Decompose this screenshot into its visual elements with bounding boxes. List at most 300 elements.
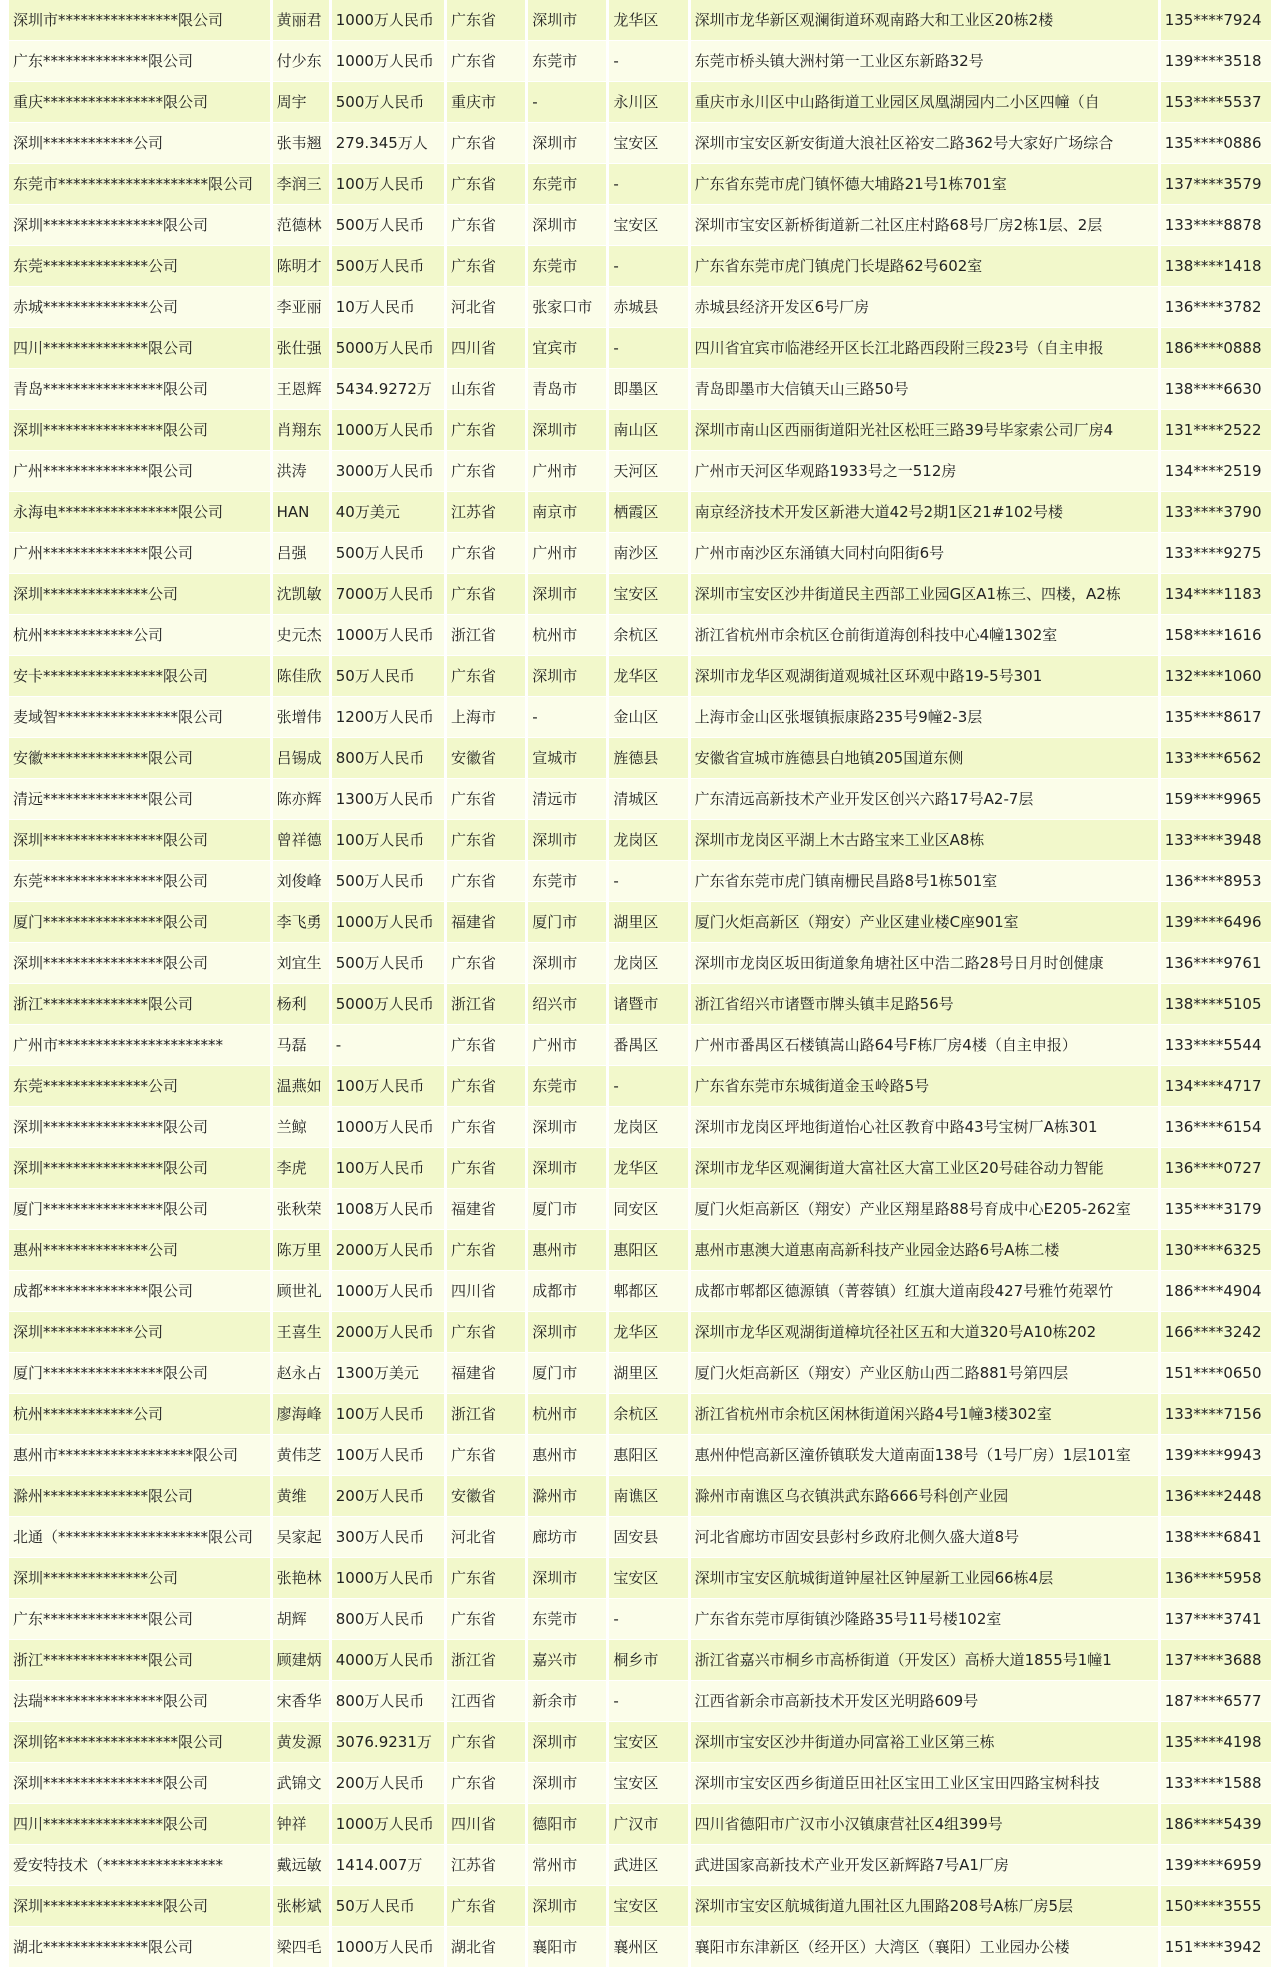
cell-phone: 153****5537 <box>1161 82 1271 123</box>
cell-company: 滁州**************限公司 <box>9 1476 270 1517</box>
cell-province: 重庆市 <box>447 82 525 123</box>
cell-capital: 3000万人民币 <box>332 451 444 492</box>
cell-city: 廊坊市 <box>528 1517 606 1558</box>
cell-company: 深圳市****************限公司 <box>9 0 270 41</box>
table-row <box>9 1353 1271 1394</box>
cell-district: 桐乡市 <box>609 1640 687 1681</box>
cell-city: 深圳市 <box>528 1148 606 1189</box>
cell-person: 张秋荣 <box>273 1189 329 1230</box>
cell-capital: 1000万人民币 <box>332 0 444 41</box>
table-row <box>9 1271 1271 1312</box>
cell-address: 深圳市宝安区航城街道钟屋社区钟屋新工业园66栋4层 <box>691 1558 1158 1599</box>
cell-company: 厦门****************限公司 <box>9 1189 270 1230</box>
cell-district: 番禺区 <box>609 1025 687 1066</box>
cell-phone: 139****6959 <box>1161 1845 1271 1886</box>
cell-address: 河北省廊坊市固安县彭村乡政府北侧久盛大道8号 <box>691 1517 1158 1558</box>
cell-person: 顾世礼 <box>273 1271 329 1312</box>
table-row <box>9 1763 1271 1804</box>
cell-phone: 139****6496 <box>1161 902 1271 943</box>
cell-city: 杭州市 <box>528 1394 606 1435</box>
cell-person: 陈万里 <box>273 1230 329 1271</box>
cell-province: 广东省 <box>447 1312 525 1353</box>
cell-person: 李飞勇 <box>273 902 329 943</box>
cell-city: 深圳市 <box>528 1107 606 1148</box>
cell-capital: 5000万人民币 <box>332 984 444 1025</box>
cell-city: 广州市 <box>528 451 606 492</box>
table-row <box>9 1804 1271 1845</box>
cell-company: 杭州************公司 <box>9 615 270 656</box>
cell-phone: 135****0886 <box>1161 123 1271 164</box>
cell-city: 滁州市 <box>528 1476 606 1517</box>
cell-province: 广东省 <box>447 410 525 451</box>
cell-province: 安徽省 <box>447 1476 525 1517</box>
cell-city: 杭州市 <box>528 615 606 656</box>
cell-address: 深圳市龙华区观湖街道樟坑径社区五和大道320号A10栋202 <box>691 1312 1158 1353</box>
cell-province: 河北省 <box>447 287 525 328</box>
table-row <box>9 451 1271 492</box>
cell-capital: - <box>332 1025 444 1066</box>
cell-province: 江苏省 <box>447 1845 525 1886</box>
cell-phone: 186****4904 <box>1161 1271 1271 1312</box>
cell-person: 王喜生 <box>273 1312 329 1353</box>
cell-company: 湖北**************限公司 <box>9 1927 270 1968</box>
cell-province: 广东省 <box>447 1763 525 1804</box>
cell-province: 江西省 <box>447 1681 525 1722</box>
cell-capital: 1000万人民币 <box>332 1271 444 1312</box>
cell-province: 广东省 <box>447 656 525 697</box>
cell-district: - <box>609 1066 687 1107</box>
table-row <box>9 1722 1271 1763</box>
cell-city: 深圳市 <box>528 820 606 861</box>
cell-person: 兰鲸 <box>273 1107 329 1148</box>
cell-address: 深圳市龙岗区坪地街道怡心社区教育中路43号宝树厂A栋301 <box>691 1107 1158 1148</box>
cell-city: 东莞市 <box>528 164 606 205</box>
cell-district: 湖里区 <box>609 902 687 943</box>
cell-company: 东莞**************公司 <box>9 246 270 287</box>
cell-capital: 5000万人民币 <box>332 328 444 369</box>
cell-district: 固安县 <box>609 1517 687 1558</box>
cell-address: 广州市南沙区东涌镇大同村向阳街6号 <box>691 533 1158 574</box>
cell-phone: 135****7924 <box>1161 0 1271 41</box>
cell-city: - <box>528 697 606 738</box>
cell-company: 惠州**************公司 <box>9 1230 270 1271</box>
table-row <box>9 410 1271 451</box>
cell-address: 深圳市龙华区观澜街道大富社区大富工业区20号硅谷动力智能 <box>691 1148 1158 1189</box>
table-body <box>9 0 1271 1968</box>
cell-city: 广州市 <box>528 533 606 574</box>
cell-person: 张艳林 <box>273 1558 329 1599</box>
cell-address: 滁州市南谯区乌衣镇洪武东路666号科创产业园 <box>691 1476 1158 1517</box>
cell-person: 胡辉 <box>273 1599 329 1640</box>
table-row <box>9 0 1271 41</box>
cell-province: 广东省 <box>447 1148 525 1189</box>
cell-city: 东莞市 <box>528 1599 606 1640</box>
cell-province: 河北省 <box>447 1517 525 1558</box>
table-row <box>9 41 1271 82</box>
cell-phone: 130****6325 <box>1161 1230 1271 1271</box>
cell-company: 厦门****************限公司 <box>9 902 270 943</box>
table-row <box>9 779 1271 820</box>
cell-district: 即墨区 <box>609 369 687 410</box>
cell-city: 成都市 <box>528 1271 606 1312</box>
cell-province: 福建省 <box>447 1353 525 1394</box>
cell-district: 宝安区 <box>609 1763 687 1804</box>
cell-district: 宝安区 <box>609 574 687 615</box>
cell-province: 上海市 <box>447 697 525 738</box>
cell-person: 范德林 <box>273 205 329 246</box>
cell-company: 深圳****************限公司 <box>9 943 270 984</box>
cell-district: 栖霞区 <box>609 492 687 533</box>
table-row <box>9 1640 1271 1681</box>
cell-capital: 100万人民币 <box>332 1148 444 1189</box>
cell-district: 惠阳区 <box>609 1435 687 1476</box>
cell-district: 龙华区 <box>609 0 687 41</box>
cell-city: 深圳市 <box>528 123 606 164</box>
cell-city: 宜宾市 <box>528 328 606 369</box>
cell-address: 成都市郫都区德源镇（菁蓉镇）红旗大道南段427号雅竹苑翠竹 <box>691 1271 1158 1312</box>
cell-capital: 1000万人民币 <box>332 1804 444 1845</box>
cell-address: 深圳市龙岗区平湖上木古路宝来工业区A8栋 <box>691 820 1158 861</box>
cell-district: 宝安区 <box>609 205 687 246</box>
cell-person: 张仕强 <box>273 328 329 369</box>
cell-capital: 50万人民币 <box>332 1886 444 1927</box>
cell-district: - <box>609 164 687 205</box>
cell-capital: 200万人民币 <box>332 1763 444 1804</box>
cell-district: - <box>609 246 687 287</box>
cell-company: 广东**************限公司 <box>9 1599 270 1640</box>
cell-capital: 500万人民币 <box>332 533 444 574</box>
cell-person: 李亚丽 <box>273 287 329 328</box>
cell-address: 深圳市宝安区新桥街道新二社区庄村路68号厂房2栋1层、2层 <box>691 205 1158 246</box>
cell-person: 赵永占 <box>273 1353 329 1394</box>
cell-person: 周宇 <box>273 82 329 123</box>
cell-province: 广东省 <box>447 0 525 41</box>
cell-capital: 500万人民币 <box>332 246 444 287</box>
cell-address: 深圳市宝安区沙井街道民主西部工业园G区A1栋三、四楼，A2栋 <box>691 574 1158 615</box>
cell-phone: 133****9275 <box>1161 533 1271 574</box>
cell-phone: 135****4198 <box>1161 1722 1271 1763</box>
cell-capital: 100万人民币 <box>332 1435 444 1476</box>
cell-district: 清城区 <box>609 779 687 820</box>
cell-company: 深圳****************限公司 <box>9 1886 270 1927</box>
cell-province: 广东省 <box>447 943 525 984</box>
cell-person: 顾建炳 <box>273 1640 329 1681</box>
cell-person: 王恩辉 <box>273 369 329 410</box>
cell-district: - <box>609 1681 687 1722</box>
cell-phone: 131****2522 <box>1161 410 1271 451</box>
cell-city: 新余市 <box>528 1681 606 1722</box>
cell-capital: 10万人民币 <box>332 287 444 328</box>
cell-person: 陈明才 <box>273 246 329 287</box>
cell-phone: 151****3942 <box>1161 1927 1271 1968</box>
cell-person: 洪涛 <box>273 451 329 492</box>
cell-company: 爱安特技术（**************** <box>9 1845 270 1886</box>
table-row <box>9 492 1271 533</box>
cell-company: 广州**************限公司 <box>9 533 270 574</box>
cell-district: 宝安区 <box>609 1886 687 1927</box>
table-row <box>9 820 1271 861</box>
cell-phone: 150****3555 <box>1161 1886 1271 1927</box>
cell-district: 广汉市 <box>609 1804 687 1845</box>
cell-address: 四川省宜宾市临港经开区长江北路西段附三段23号（自主申报 <box>691 328 1158 369</box>
company-table <box>6 0 1274 1968</box>
cell-capital: 1000万人民币 <box>332 902 444 943</box>
cell-city: 南京市 <box>528 492 606 533</box>
cell-district: 龙华区 <box>609 1312 687 1353</box>
cell-district: 天河区 <box>609 451 687 492</box>
cell-company: 厦门****************限公司 <box>9 1353 270 1394</box>
cell-address: 深圳市南山区西丽街道阳光社区松旺三路39号毕家索公司厂房4 <box>691 410 1158 451</box>
cell-address: 深圳市龙岗区坂田街道象角塘社区中浩二路28号日月时创健康 <box>691 943 1158 984</box>
cell-person: 吕强 <box>273 533 329 574</box>
cell-city: 深圳市 <box>528 1312 606 1353</box>
cell-province: 福建省 <box>447 1189 525 1230</box>
cell-person: 刘宜生 <box>273 943 329 984</box>
cell-city: 张家口市 <box>528 287 606 328</box>
cell-person: 梁四毛 <box>273 1927 329 1968</box>
cell-district: 湖里区 <box>609 1353 687 1394</box>
cell-capital: 1000万人民币 <box>332 410 444 451</box>
table-row <box>9 328 1271 369</box>
cell-capital: 1200万人民币 <box>332 697 444 738</box>
table-row <box>9 615 1271 656</box>
cell-company: 深圳****************限公司 <box>9 1107 270 1148</box>
cell-company: 深圳****************限公司 <box>9 820 270 861</box>
cell-address: 深圳市龙华新区观澜街道环观南路大和工业区20栋2楼 <box>691 0 1158 41</box>
cell-province: 四川省 <box>447 1271 525 1312</box>
cell-province: 广东省 <box>447 1558 525 1599</box>
table-row <box>9 1312 1271 1353</box>
cell-address: 浙江省杭州市余杭区闲林街道闲兴路4号1幢3楼302室 <box>691 1394 1158 1435</box>
cell-capital: 1000万人民币 <box>332 1558 444 1599</box>
cell-company: 深圳**************公司 <box>9 574 270 615</box>
cell-capital: 500万人民币 <box>332 82 444 123</box>
cell-province: 湖北省 <box>447 1927 525 1968</box>
cell-address: 江西省新余市高新技术开发区光明路609号 <box>691 1681 1158 1722</box>
cell-company: 清远**************限公司 <box>9 779 270 820</box>
cell-company: 永海电****************限公司 <box>9 492 270 533</box>
cell-company: 东莞**************公司 <box>9 1066 270 1107</box>
cell-phone: 132****1060 <box>1161 656 1271 697</box>
cell-province: 四川省 <box>447 1804 525 1845</box>
cell-person: 付少东 <box>273 41 329 82</box>
cell-address: 广东清远高新技术产业开发区创兴六路17号A2-7层 <box>691 779 1158 820</box>
cell-province: 广东省 <box>447 41 525 82</box>
cell-city: 惠州市 <box>528 1230 606 1271</box>
cell-company: 法瑞****************限公司 <box>9 1681 270 1722</box>
cell-district: 武进区 <box>609 1845 687 1886</box>
cell-phone: 138****6630 <box>1161 369 1271 410</box>
cell-person: 张增伟 <box>273 697 329 738</box>
cell-phone: 136****0727 <box>1161 1148 1271 1189</box>
cell-capital: 5434.9272万 <box>332 369 444 410</box>
cell-person: 曾祥德 <box>273 820 329 861</box>
table-row <box>9 1107 1271 1148</box>
cell-city: - <box>528 82 606 123</box>
cell-person: 黄丽君 <box>273 0 329 41</box>
cell-person: 廖海峰 <box>273 1394 329 1435</box>
cell-company: 广东**************限公司 <box>9 41 270 82</box>
table-row <box>9 164 1271 205</box>
cell-district: 赤城县 <box>609 287 687 328</box>
cell-district: 余杭区 <box>609 1394 687 1435</box>
cell-phone: 134****2519 <box>1161 451 1271 492</box>
table-row <box>9 1435 1271 1476</box>
cell-phone: 186****0888 <box>1161 328 1271 369</box>
cell-phone: 151****0650 <box>1161 1353 1271 1394</box>
cell-city: 襄阳市 <box>528 1927 606 1968</box>
cell-address: 深圳市宝安区新安街道大浪社区裕安二路362号大家好广场综合 <box>691 123 1158 164</box>
cell-capital: 7000万人民币 <box>332 574 444 615</box>
cell-province: 广东省 <box>447 533 525 574</box>
cell-phone: 133****8878 <box>1161 205 1271 246</box>
cell-person: 沈凯敏 <box>273 574 329 615</box>
table-row <box>9 656 1271 697</box>
cell-province: 广东省 <box>447 1066 525 1107</box>
table-row <box>9 1886 1271 1927</box>
cell-capital: 1000万人民币 <box>332 615 444 656</box>
cell-province: 广东省 <box>447 574 525 615</box>
cell-company: 深圳****************限公司 <box>9 205 270 246</box>
cell-capital: 1008万人民币 <box>332 1189 444 1230</box>
table-row <box>9 287 1271 328</box>
cell-company: 惠州市******************限公司 <box>9 1435 270 1476</box>
cell-capital: 200万人民币 <box>332 1476 444 1517</box>
cell-province: 广东省 <box>447 779 525 820</box>
cell-district: 南沙区 <box>609 533 687 574</box>
cell-phone: 137****3579 <box>1161 164 1271 205</box>
cell-phone: 133****5544 <box>1161 1025 1271 1066</box>
table-row <box>9 861 1271 902</box>
cell-province: 浙江省 <box>447 1640 525 1681</box>
cell-city: 深圳市 <box>528 205 606 246</box>
cell-district: - <box>609 861 687 902</box>
cell-company: 浙江**************限公司 <box>9 1640 270 1681</box>
cell-address: 广东省东莞市虎门镇南栅民昌路8号1栋501室 <box>691 861 1158 902</box>
cell-address: 赤城县经济开发区6号厂房 <box>691 287 1158 328</box>
cell-capital: 800万人民币 <box>332 1681 444 1722</box>
cell-address: 浙江省杭州市余杭区仓前街道海创科技中心4幢1302室 <box>691 615 1158 656</box>
cell-city: 广州市 <box>528 1025 606 1066</box>
cell-phone: 137****3688 <box>1161 1640 1271 1681</box>
cell-district: 南山区 <box>609 410 687 451</box>
cell-company: 东莞市********************限公司 <box>9 164 270 205</box>
cell-person: 杨利 <box>273 984 329 1025</box>
cell-address: 广东省东莞市虎门镇怀德大埔路21号1栋701室 <box>691 164 1158 205</box>
cell-phone: 133****1588 <box>1161 1763 1271 1804</box>
table-row <box>9 82 1271 123</box>
cell-city: 东莞市 <box>528 41 606 82</box>
cell-city: 深圳市 <box>528 656 606 697</box>
cell-person: 戴远敏 <box>273 1845 329 1886</box>
cell-phone: 136****3782 <box>1161 287 1271 328</box>
cell-district: - <box>609 1599 687 1640</box>
cell-province: 广东省 <box>447 1722 525 1763</box>
cell-phone: 159****9965 <box>1161 779 1271 820</box>
cell-province: 广东省 <box>447 451 525 492</box>
cell-district: 龙华区 <box>609 656 687 697</box>
cell-province: 广东省 <box>447 820 525 861</box>
cell-province: 浙江省 <box>447 615 525 656</box>
cell-province: 广东省 <box>447 205 525 246</box>
cell-city: 深圳市 <box>528 1722 606 1763</box>
cell-company: 杭州************公司 <box>9 1394 270 1435</box>
table-row <box>9 984 1271 1025</box>
cell-phone: 136****2448 <box>1161 1476 1271 1517</box>
cell-address: 青岛即墨市大信镇天山三路50号 <box>691 369 1158 410</box>
cell-city: 深圳市 <box>528 0 606 41</box>
cell-address: 襄阳市东津新区（经开区）大湾区（襄阳）工业园办公楼 <box>691 1927 1158 1968</box>
table-row <box>9 1476 1271 1517</box>
cell-person: 宋香华 <box>273 1681 329 1722</box>
table-row <box>9 1927 1271 1968</box>
cell-address: 安徽省宣城市旌德县白地镇205国道东侧 <box>691 738 1158 779</box>
cell-address: 深圳市宝安区航城街道九围社区九围路208号A栋厂房5层 <box>691 1886 1158 1927</box>
cell-address: 广州市番禺区石楼镇嵩山路64号F栋厂房4楼（自主申报） <box>691 1025 1158 1066</box>
cell-person: 李润三 <box>273 164 329 205</box>
cell-company: 麦域智****************限公司 <box>9 697 270 738</box>
cell-person: 黄发源 <box>273 1722 329 1763</box>
cell-province: 广东省 <box>447 246 525 287</box>
cell-capital: 800万人民币 <box>332 1599 444 1640</box>
cell-capital: 2000万人民币 <box>332 1230 444 1271</box>
cell-phone: 139****9943 <box>1161 1435 1271 1476</box>
cell-person: 马磊 <box>273 1025 329 1066</box>
cell-company: 深圳****************限公司 <box>9 410 270 451</box>
cell-company: 深圳铭****************限公司 <box>9 1722 270 1763</box>
cell-district: 同安区 <box>609 1189 687 1230</box>
cell-phone: 186****5439 <box>1161 1804 1271 1845</box>
cell-district: 余杭区 <box>609 615 687 656</box>
cell-district: 永川区 <box>609 82 687 123</box>
table-row <box>9 1025 1271 1066</box>
cell-address: 广东省东莞市东城街道金玉岭路5号 <box>691 1066 1158 1107</box>
cell-city: 宣城市 <box>528 738 606 779</box>
cell-province: 广东省 <box>447 1599 525 1640</box>
cell-company: 广州市********************** <box>9 1025 270 1066</box>
cell-person: 钟祥 <box>273 1804 329 1845</box>
cell-phone: 138****5105 <box>1161 984 1271 1025</box>
cell-address: 深圳市宝安区西乡街道臣田社区宝田工业区宝田四路宝树科技 <box>691 1763 1158 1804</box>
cell-phone: 135****3179 <box>1161 1189 1271 1230</box>
cell-company: 成都**************限公司 <box>9 1271 270 1312</box>
table-row <box>9 205 1271 246</box>
table-row <box>9 1599 1271 1640</box>
table-row <box>9 1066 1271 1107</box>
cell-company: 安徽**************限公司 <box>9 738 270 779</box>
cell-province: 广东省 <box>447 1435 525 1476</box>
cell-city: 东莞市 <box>528 1066 606 1107</box>
cell-person: 温燕如 <box>273 1066 329 1107</box>
cell-capital: 1000万人民币 <box>332 1927 444 1968</box>
cell-district: 龙华区 <box>609 1148 687 1189</box>
cell-person: 吕锡成 <box>273 738 329 779</box>
cell-company: 安卡****************限公司 <box>9 656 270 697</box>
table-row <box>9 697 1271 738</box>
cell-province: 浙江省 <box>447 984 525 1025</box>
cell-capital: 1000万人民币 <box>332 1107 444 1148</box>
cell-company: 北通（********************限公司 <box>9 1517 270 1558</box>
cell-phone: 138****1418 <box>1161 246 1271 287</box>
table-row <box>9 1189 1271 1230</box>
cell-address: 四川省德阳市广汉市小汉镇康营社区4组399号 <box>691 1804 1158 1845</box>
cell-phone: 133****7156 <box>1161 1394 1271 1435</box>
cell-province: 浙江省 <box>447 1394 525 1435</box>
cell-city: 绍兴市 <box>528 984 606 1025</box>
cell-district: 宝安区 <box>609 123 687 164</box>
cell-city: 嘉兴市 <box>528 1640 606 1681</box>
cell-address: 深圳市宝安区沙井街道办同富裕工业区第三栋 <box>691 1722 1158 1763</box>
